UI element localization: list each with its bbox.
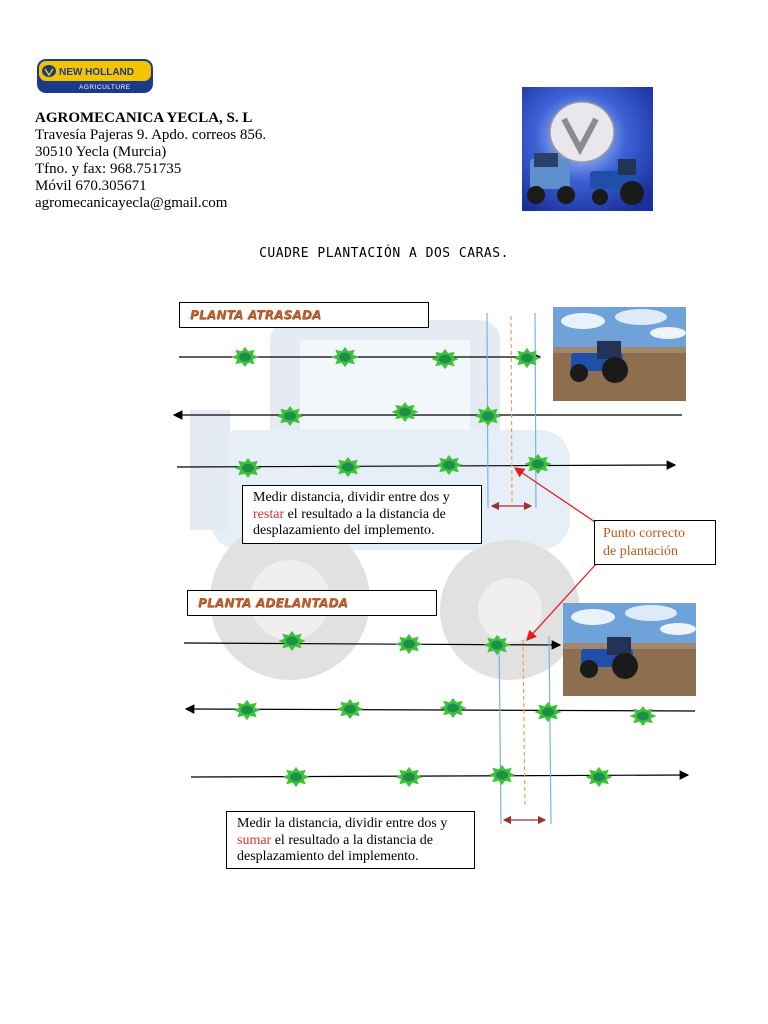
plant-icon <box>395 634 422 654</box>
document-title: CUADRE PLANTACIÓN A DOS CARAS. <box>259 246 509 261</box>
svg-text:NEW HOLLAND: NEW HOLLAND <box>59 67 134 78</box>
company-phone: Tfno. y fax: 968.751735 <box>35 161 182 177</box>
guide-line <box>511 316 512 502</box>
row-line <box>186 709 695 711</box>
svg-text:AGRICULTURE: AGRICULTURE <box>79 84 131 91</box>
section-header-advanced <box>187 590 437 616</box>
plant-icon <box>233 700 260 720</box>
instruction-note-delayed <box>242 485 482 544</box>
plant-icon <box>282 767 309 787</box>
section-header-delayed <box>179 302 429 328</box>
company-mobile: Móvil 670.305671 <box>35 178 147 194</box>
guide-line <box>499 636 501 824</box>
plant-icon <box>585 767 612 787</box>
pointer-arrow <box>515 468 595 522</box>
plant-icon <box>231 347 258 367</box>
company-city: 30510 Yecla (Murcia) <box>35 144 167 160</box>
plant-icon <box>276 406 303 426</box>
callout-line2: de plantación <box>603 544 679 559</box>
section-header-delayed-label: PLANTA ATRASADA <box>190 308 322 322</box>
plant-icon <box>629 706 656 726</box>
plant-icon <box>234 458 261 478</box>
plant-icon <box>513 348 540 368</box>
note-keyword: restar <box>253 506 285 522</box>
instruction-note-advanced <box>226 811 475 869</box>
plant-icon <box>435 455 462 475</box>
section-header-advanced-label: PLANTA ADELANTADA <box>198 596 349 610</box>
guide-line <box>523 640 525 808</box>
plant-icon <box>278 631 305 651</box>
note-text: el resultado a la distancia de desplazamiento del implemento. <box>237 832 433 864</box>
plant-icon <box>439 698 466 718</box>
plant-icon <box>534 702 561 722</box>
field-tractor-photo <box>553 307 686 401</box>
plant-icon <box>524 454 551 474</box>
guide-line <box>535 313 536 508</box>
callout-line1: Punto correcto <box>603 526 686 541</box>
plant-icon <box>391 402 418 422</box>
company-email[interactable]: agromecanicayecla@gmail.com <box>35 195 228 211</box>
plant-icon <box>488 765 515 785</box>
plant-icon <box>474 406 501 426</box>
row-line <box>191 775 688 777</box>
note-text: el resultado a la distancia de desplazamiento del implemento. <box>253 506 446 538</box>
guide-line <box>549 636 551 824</box>
note-text: Medir distancia, dividir entre dos y <box>253 490 450 505</box>
plant-icon <box>395 767 422 787</box>
plant-icon <box>336 699 363 719</box>
plant-icon <box>431 349 458 369</box>
field-tractor-photo <box>563 603 696 696</box>
company-name: AGROMECANICA YECLA, S. L <box>35 110 253 126</box>
correct-planting-point-callout <box>594 520 716 565</box>
company-address: Travesía Pajeras 9. Apdo. correos 856. <box>35 127 267 143</box>
note-keyword: sumar <box>237 832 272 848</box>
note-text: Medir la distancia, dividir entre dos y <box>237 816 448 831</box>
plant-icon <box>331 347 358 367</box>
plant-icon <box>334 457 361 477</box>
plant-icon <box>483 635 510 655</box>
